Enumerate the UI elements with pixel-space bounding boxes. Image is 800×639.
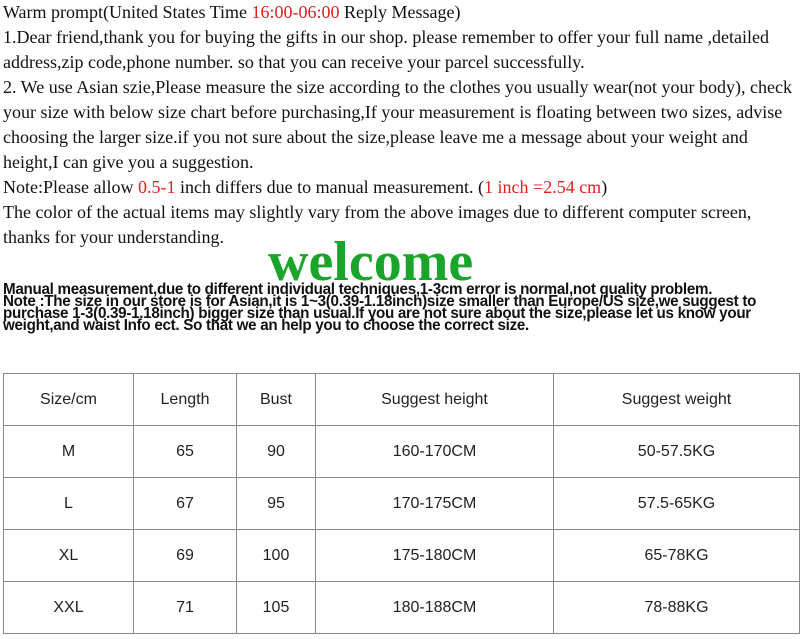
header-cell: Size/cm bbox=[4, 374, 134, 426]
table-cell: 78-88KG bbox=[554, 582, 800, 634]
note-mid: inch differs due to manual measurement. ( bbox=[175, 177, 485, 197]
header-cell: Bust bbox=[237, 374, 316, 426]
table-cell: 67 bbox=[134, 478, 237, 530]
table-cell: XL bbox=[4, 530, 134, 582]
table-cell: 69 bbox=[134, 530, 237, 582]
table-cell: 57.5-65KG bbox=[554, 478, 800, 530]
table-cell: 65-78KG bbox=[554, 530, 800, 582]
inch-conversion: 1 inch =2.54 cm bbox=[484, 177, 602, 197]
prompt-suffix: Reply Message) bbox=[339, 2, 461, 22]
table-cell: 71 bbox=[134, 582, 237, 634]
prompt-line bbox=[3, 0, 800, 25]
table-cell: 105 bbox=[237, 582, 316, 634]
table-row bbox=[4, 426, 800, 478]
size-chart-table bbox=[3, 373, 800, 634]
table-row bbox=[4, 478, 800, 530]
manual-measurement-note: Manual measurement,due to different individual techniques,1-3cm error is normal,not quality problem. bbox=[3, 281, 713, 298]
reply-time: 16:00-06:00 bbox=[251, 2, 340, 22]
table-cell: 100 bbox=[237, 530, 316, 582]
table-header-row bbox=[4, 374, 800, 426]
prompt-prefix: Warm prompt(United States Time bbox=[3, 2, 252, 22]
table-cell: 160-170CM bbox=[316, 426, 554, 478]
table-row bbox=[4, 530, 800, 582]
asian-size-note: Note :The size in our store is for Asian,it is 1~3(0.39-1.18inch)size smaller than Europe/US size,we suggest to purchase 1-3(0.39-1.18inch) bigger size than usual.If you are not sure about the size,please let us know your weight,and waist Info ect. So that we an help you to choose the correct size. bbox=[3, 293, 757, 334]
table-cell: 170-175CM bbox=[316, 478, 554, 530]
table-cell: 175-180CM bbox=[316, 530, 554, 582]
table-cell: XXL bbox=[4, 582, 134, 634]
table-cell: L bbox=[4, 478, 134, 530]
header-cell: Length bbox=[134, 374, 237, 426]
note-prefix: Note:Please allow bbox=[3, 177, 138, 197]
note-end: ) bbox=[601, 177, 608, 197]
table-cell: M bbox=[4, 426, 134, 478]
welcome-heading: welcome bbox=[268, 231, 474, 293]
note-range: 0.5-1 bbox=[137, 177, 176, 197]
header-cell: Suggest weight bbox=[554, 374, 800, 426]
warm-prompt-section bbox=[3, 0, 800, 250]
table-cell: 50-57.5KG bbox=[554, 426, 800, 478]
measurement-note bbox=[3, 175, 800, 200]
color-note: The color of the actual items may slightly vary from the above images due to different computer screen, thanks for your understanding. bbox=[3, 202, 752, 247]
address-note: 1.Dear friend,thank you for buying the gifts in our shop. please remember to offer your full name ,detailed address,zip code,phone number. so that you can receive your parcel successfully. bbox=[3, 27, 769, 72]
table-cell: 180-188CM bbox=[316, 582, 554, 634]
table-cell: 95 bbox=[237, 478, 316, 530]
header-cell: Suggest height bbox=[316, 374, 554, 426]
size-notes bbox=[3, 281, 784, 334]
size-advice: 2. We use Asian szie,Please measure the size according to the clothes you usually wear(not your body), check your size with below size chart before purchasing,If your measurement is floating between two sizes, advise choosing the larger size.if you not sure about the size,please leave me a message about your weight and height,I can give you a suggestion. bbox=[3, 77, 792, 172]
table-cell: 65 bbox=[134, 426, 237, 478]
table-row bbox=[4, 582, 800, 634]
table-cell: 90 bbox=[237, 426, 316, 478]
